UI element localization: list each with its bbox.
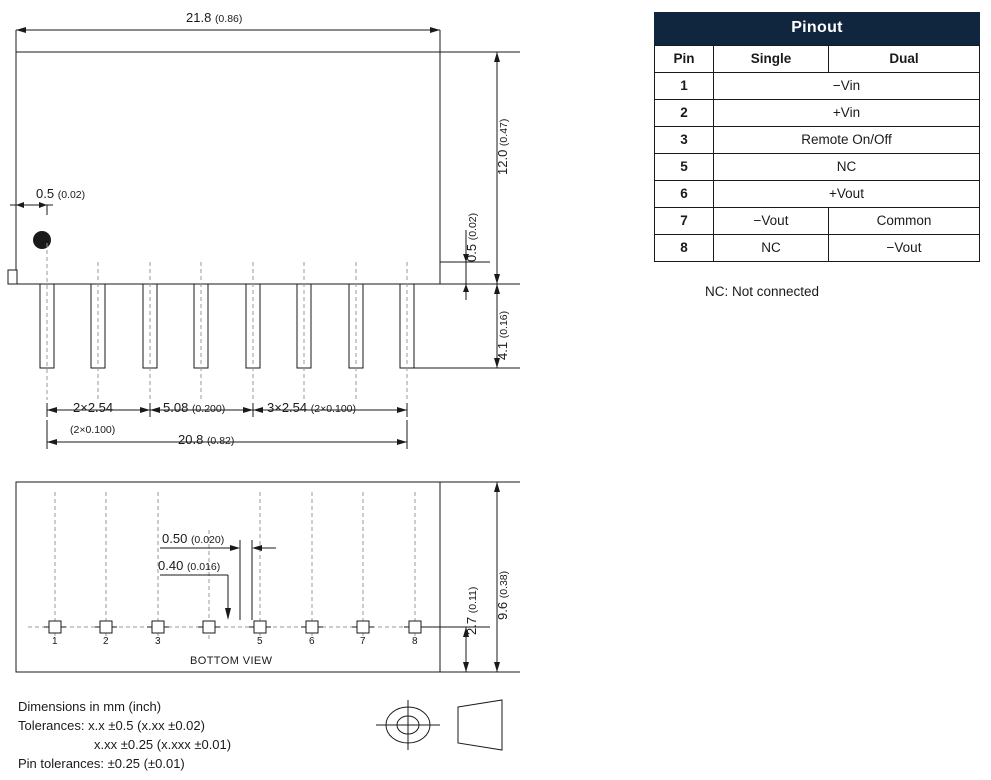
pinout-cell-dual: −Vout — [828, 235, 979, 262]
table-row — [655, 181, 980, 208]
note-dimensions: Dimensions in mm (inch) — [18, 699, 162, 714]
pinout-cell-pin: 3 — [655, 127, 714, 154]
pinout-header-dual: Dual — [828, 46, 979, 73]
pinout-cell-pin: 6 — [655, 181, 714, 208]
pinout-table — [654, 12, 980, 262]
table-row — [655, 73, 980, 100]
drawing-notes — [18, 697, 231, 773]
pin1-marker-dot — [33, 231, 51, 249]
table-row — [655, 100, 980, 127]
pinout-cell-single: NC — [714, 235, 829, 262]
pinout-cell-dual: Common — [828, 208, 979, 235]
pinout-header-pin: Pin — [655, 46, 714, 73]
dim-pin-050: 0.50 (0.020) — [162, 531, 225, 546]
table-row — [655, 235, 980, 262]
pinout-cell-function: NC — [714, 154, 980, 181]
pinout-cell-pin: 8 — [655, 235, 714, 262]
note-tolerances-1: Tolerances: x.x ±0.5 (x.xx ±0.02) — [18, 718, 205, 733]
dim-pitch-508: 5.08 (0.200) — [163, 400, 226, 415]
pinout-cell-function: Remote On/Off — [714, 127, 980, 154]
pinout-header-single: Single — [714, 46, 829, 73]
dim-left-offset: 0.5 (0.02) — [36, 186, 86, 201]
table-row — [655, 208, 980, 235]
note-tolerances-2: x.xx ±0.25 (x.xxx ±0.01) — [94, 737, 232, 752]
pinout-table-title: Pinout — [654, 12, 980, 45]
dim-height-05: 0.5 (0.02) — [464, 212, 479, 262]
pin-label-1: 1 — [52, 636, 58, 647]
dim-top-width: 21.8 (0.86) — [186, 10, 243, 25]
pin-label-5: 5 — [257, 636, 263, 647]
dim-pitch-2x254: 2×2.54 — [73, 400, 114, 415]
dim-span-208: 20.8 (0.82) — [178, 432, 235, 447]
pinout-cell-function: +Vin — [714, 100, 980, 127]
pinout-cell-single: −Vout — [714, 208, 829, 235]
dim-height-41: 4.1 (0.16) — [495, 310, 510, 360]
pinout-cell-pin: 2 — [655, 100, 714, 127]
dim-pitch-3x254: 3×2.54 (2×0.100) — [267, 400, 356, 415]
pinout-cell-function: −Vin — [714, 73, 980, 100]
pin-label-2: 2 — [103, 636, 109, 647]
pinout-footnote: NC: Not connected — [705, 284, 820, 299]
note-pin-tolerances: Pin tolerances: ±0.25 (±0.01) — [18, 756, 185, 771]
dim-pitch-2x254-inch: (2×0.100) — [70, 424, 116, 436]
bottom-view-label: BOTTOM VIEW — [190, 655, 273, 667]
dim-height-96: 9.6 (0.38) — [495, 570, 510, 620]
pinout-cell-pin: 7 — [655, 208, 714, 235]
dim-pin-040: 0.40 (0.016) — [158, 558, 221, 573]
dim-height-12: 12.0 (0.47) — [495, 118, 510, 175]
table-row — [655, 127, 980, 154]
pinout-cell-function: +Vout — [714, 181, 980, 208]
pin-label-6: 6 — [309, 636, 315, 647]
pin-label-7: 7 — [360, 636, 366, 647]
pinout-cell-pin: 5 — [655, 154, 714, 181]
pinout-cell-pin: 1 — [655, 73, 714, 100]
pin-label-8: 8 — [412, 636, 418, 647]
first-angle-projection-symbol — [376, 700, 502, 750]
table-row — [655, 154, 980, 181]
pinout-header-row — [655, 46, 980, 73]
dim-height-27: 2.7 (0.11) — [464, 586, 479, 635]
pin-label-3: 3 — [155, 636, 161, 647]
